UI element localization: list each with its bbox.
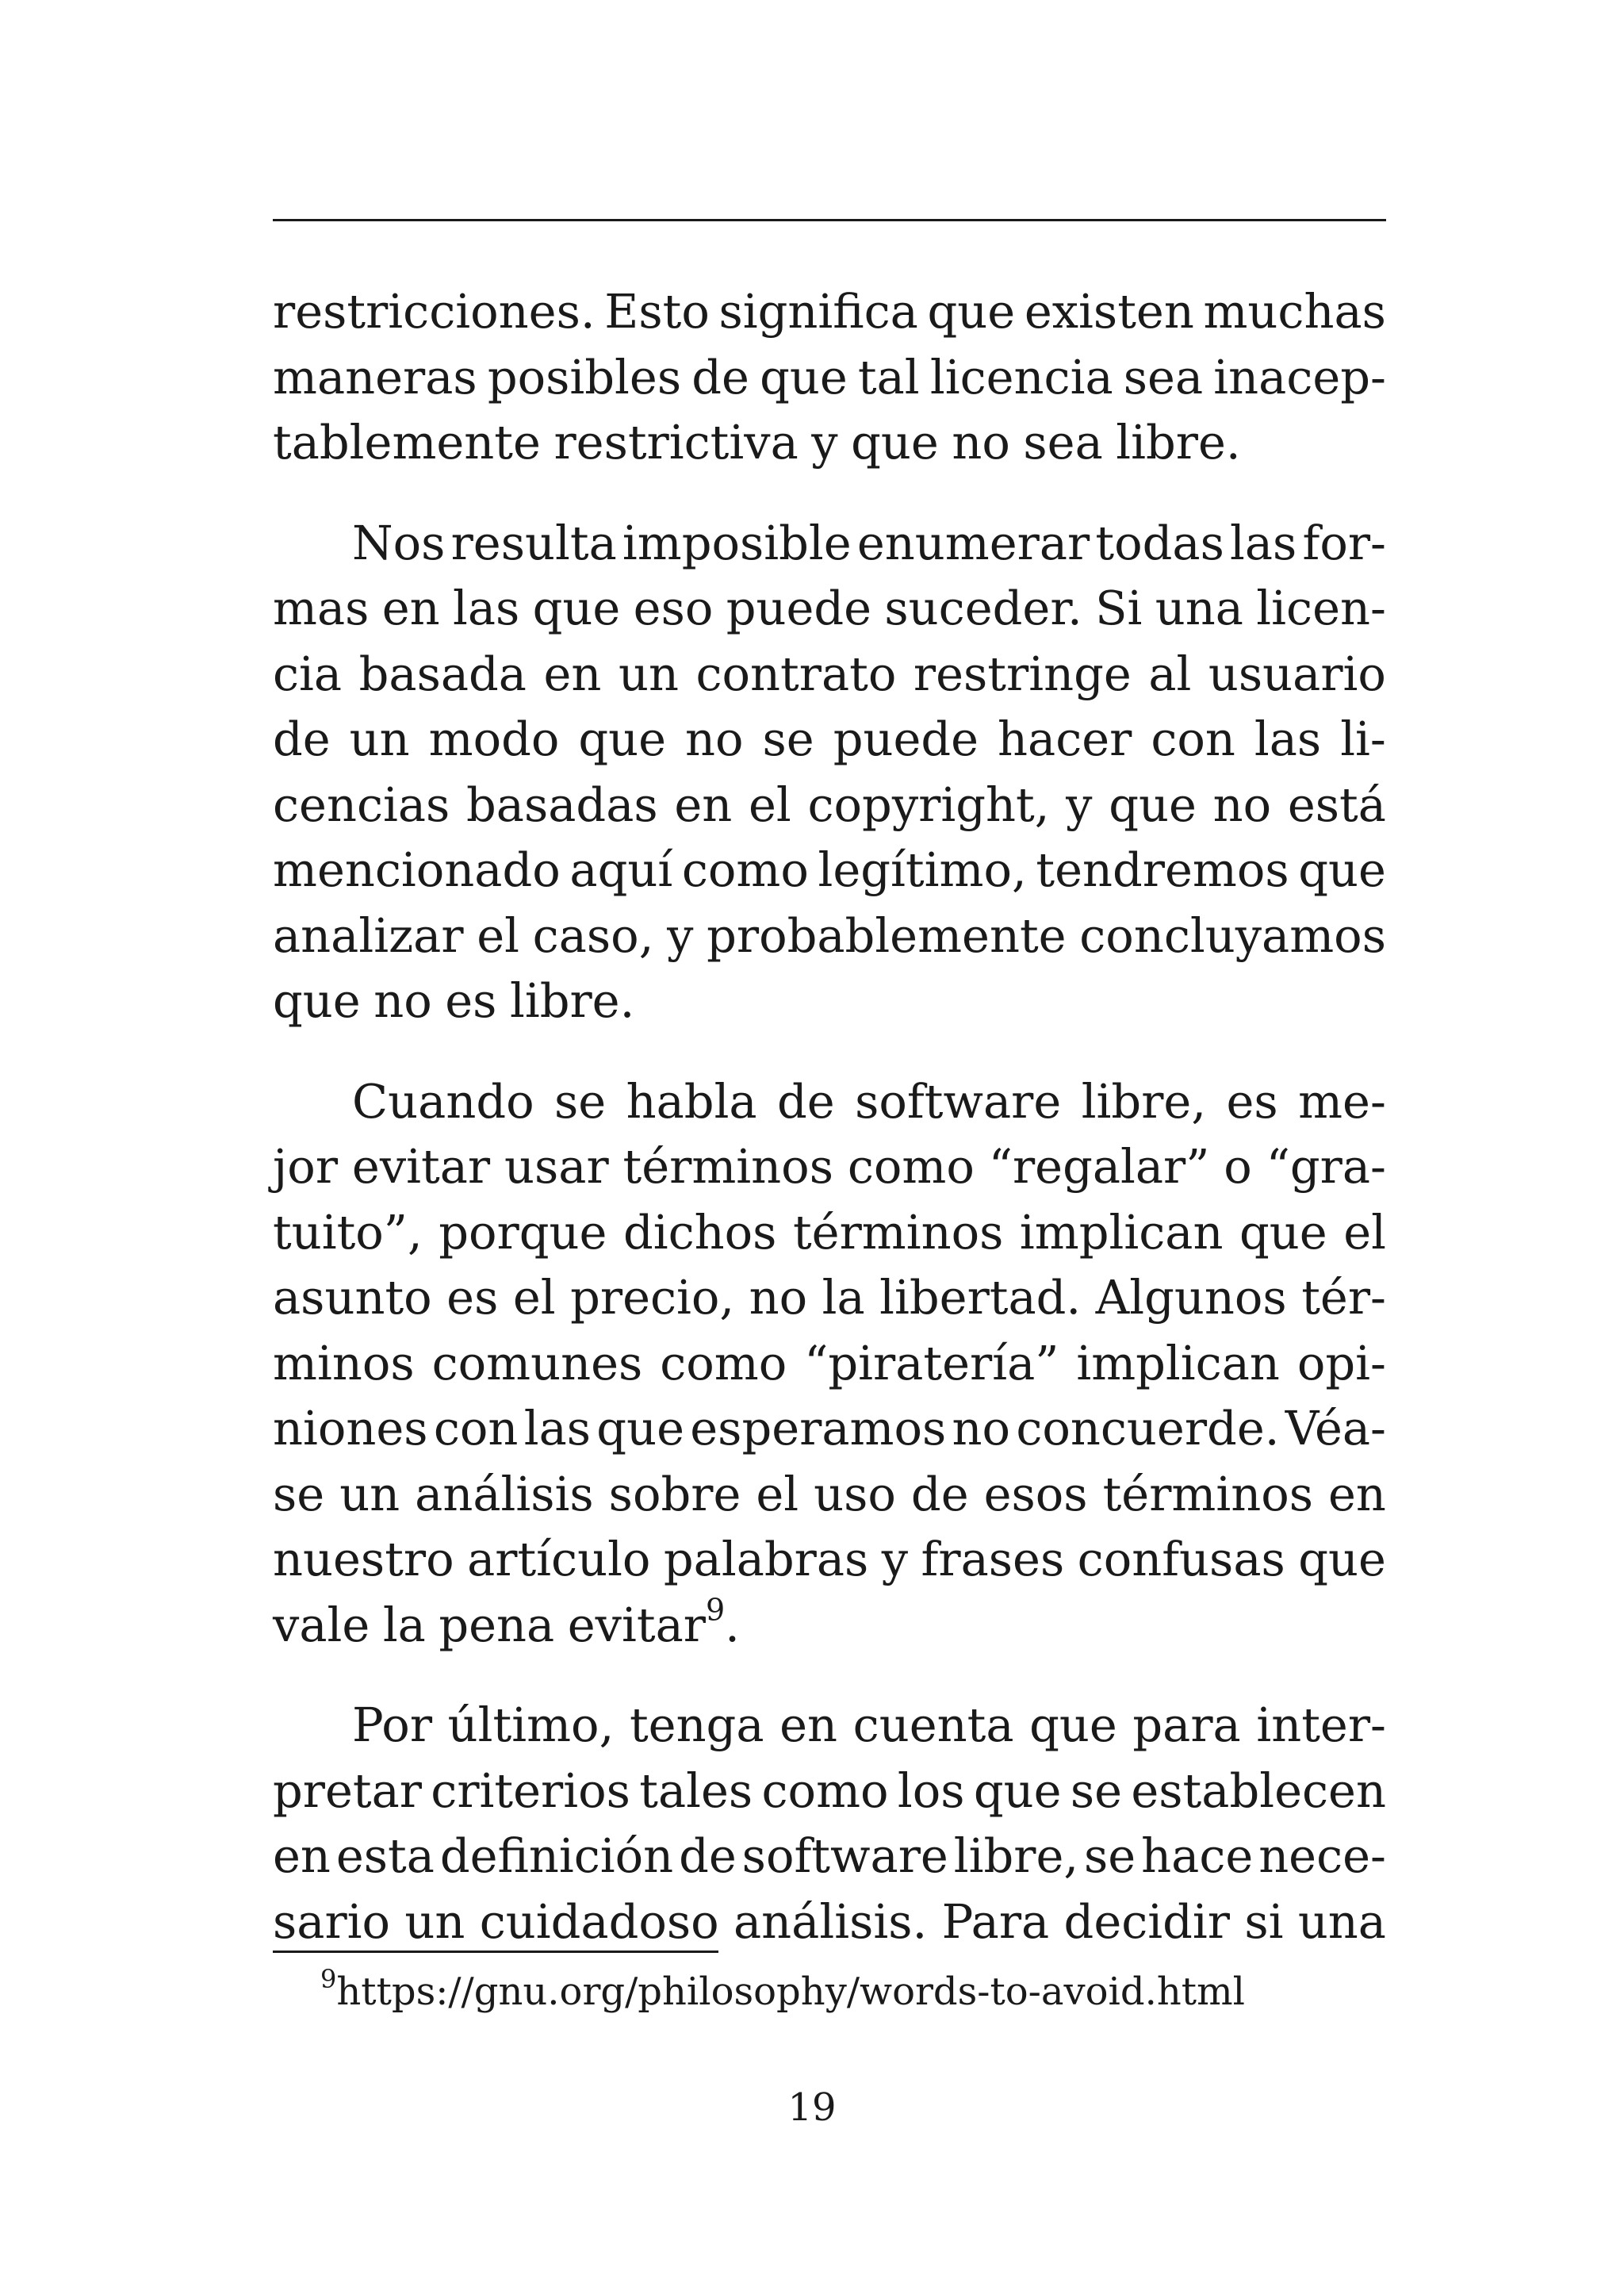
word: las xyxy=(1230,515,1297,570)
word: en xyxy=(674,777,733,832)
text-line xyxy=(273,1134,1386,1200)
word: tuito”, xyxy=(273,1204,423,1260)
word: evitar xyxy=(351,1139,491,1194)
word: tendremos xyxy=(1036,842,1289,897)
word: no xyxy=(1212,777,1272,832)
word: con xyxy=(433,1401,519,1456)
word: una xyxy=(1297,1893,1386,1949)
word: tales xyxy=(639,1763,753,1818)
word: concuerde. xyxy=(1016,1401,1280,1456)
word: me- xyxy=(1298,1073,1386,1129)
word: Véa- xyxy=(1285,1401,1386,1456)
word: de xyxy=(777,1073,835,1129)
word: el xyxy=(1343,1204,1386,1260)
word: puede xyxy=(833,712,979,766)
word: for- xyxy=(1302,515,1386,570)
text-line xyxy=(273,1200,1386,1266)
word: que xyxy=(760,349,848,405)
word: mas xyxy=(273,581,370,635)
text-line xyxy=(273,773,1386,838)
footnote-url[interactable]: https://gnu.org/philosophy/words-to-avoid.html xyxy=(336,1970,1245,2014)
word: si xyxy=(1244,1893,1284,1949)
word: al xyxy=(1148,646,1192,701)
word: sario xyxy=(273,1893,391,1949)
word: se xyxy=(273,1466,325,1521)
word: software xyxy=(741,1828,948,1883)
word: con xyxy=(1151,712,1235,766)
word: de xyxy=(910,1466,969,1521)
word: esta xyxy=(335,1828,435,1883)
word: es xyxy=(446,1270,499,1325)
text-line xyxy=(273,511,1386,577)
word: está xyxy=(1287,777,1386,832)
word: tablemente xyxy=(273,415,541,470)
word: implican xyxy=(1076,1335,1280,1390)
word: las xyxy=(1254,712,1322,766)
word: un xyxy=(404,1893,465,1949)
word: es xyxy=(445,973,497,1028)
word: tal xyxy=(857,349,920,405)
word: aquí xyxy=(569,842,673,897)
word: enumerar xyxy=(856,515,1090,570)
text-line xyxy=(273,1265,1386,1331)
word: se xyxy=(554,1073,607,1129)
word: “regalar” xyxy=(988,1139,1210,1194)
word: en xyxy=(1328,1466,1386,1521)
text-line xyxy=(273,903,1386,969)
paragraph xyxy=(273,511,1386,1034)
word: cencias xyxy=(273,777,450,832)
word: usuario xyxy=(1208,646,1386,701)
word: restricciones. xyxy=(273,284,596,339)
word: basada xyxy=(358,646,527,701)
word: no xyxy=(952,1401,1011,1456)
word: usar xyxy=(504,1139,609,1194)
word: la xyxy=(822,1270,865,1325)
word: términos xyxy=(622,1139,833,1194)
word: el xyxy=(748,777,791,832)
text-line xyxy=(273,279,1386,345)
word: las xyxy=(523,1401,592,1456)
word: caso, xyxy=(532,907,654,963)
footnote-number: 9 xyxy=(320,1964,337,1995)
word: asunto xyxy=(273,1270,432,1325)
word: inter- xyxy=(1256,1697,1386,1752)
footnote-rule xyxy=(273,1951,718,1953)
word: suceder. xyxy=(884,581,1082,635)
word: implican xyxy=(1019,1204,1224,1260)
word: y xyxy=(667,907,694,963)
body-text xyxy=(273,279,1386,1954)
paragraph-gap xyxy=(273,1658,1386,1693)
word: se xyxy=(1084,1828,1136,1883)
word: como xyxy=(681,842,809,897)
word: se xyxy=(762,712,814,766)
word: todas xyxy=(1095,515,1224,570)
word: imposible xyxy=(622,515,852,570)
word: que xyxy=(1298,842,1386,897)
word: palabras xyxy=(663,1532,869,1586)
word: pretar xyxy=(273,1763,422,1818)
word: significa xyxy=(718,284,918,339)
word: Esto xyxy=(604,284,710,339)
word: software xyxy=(855,1073,1062,1129)
word: concluyamos xyxy=(1079,907,1386,963)
word: minos xyxy=(273,1335,415,1390)
word: tér- xyxy=(1301,1270,1386,1325)
text-line xyxy=(273,1527,1386,1593)
text-line xyxy=(273,1069,1386,1135)
word: en xyxy=(381,581,440,635)
word: que xyxy=(532,581,621,635)
word: “piratería” xyxy=(804,1335,1059,1390)
word: un xyxy=(349,712,410,766)
word: en xyxy=(779,1697,838,1752)
text-line xyxy=(273,410,1386,476)
word: precio, xyxy=(570,1270,735,1325)
word: criterios xyxy=(431,1763,630,1818)
word: y xyxy=(1066,777,1093,832)
text-line xyxy=(273,707,1386,773)
word: las xyxy=(452,581,520,635)
word: análisis. xyxy=(733,1893,928,1949)
word: análisis xyxy=(415,1466,594,1521)
word: vale xyxy=(273,1597,370,1652)
word: esos xyxy=(983,1466,1088,1521)
word: analizar xyxy=(273,907,464,963)
text-line xyxy=(273,1331,1386,1397)
text-line xyxy=(273,345,1386,411)
word: el xyxy=(477,907,520,963)
word: nuestro xyxy=(273,1532,454,1586)
word: muchas xyxy=(1203,284,1386,339)
word: Si xyxy=(1095,581,1143,635)
word: términos xyxy=(1102,1466,1314,1521)
word: posibles xyxy=(487,349,682,405)
word: que xyxy=(1239,1204,1327,1260)
word: copyright, xyxy=(807,777,1050,832)
paragraph-gap xyxy=(273,1034,1386,1069)
word: artículo xyxy=(467,1532,651,1586)
word: último, xyxy=(447,1697,615,1752)
word: es xyxy=(1226,1073,1278,1129)
word: evitar$^9$. xyxy=(567,1591,740,1652)
word: que xyxy=(1109,777,1197,832)
word: o xyxy=(1224,1139,1252,1194)
word: una xyxy=(1155,581,1243,635)
word: los xyxy=(897,1763,965,1818)
word: nece- xyxy=(1258,1828,1386,1883)
word: licen- xyxy=(1256,581,1386,635)
text-line xyxy=(273,1759,1386,1824)
word: confusas xyxy=(1077,1532,1285,1586)
text-line xyxy=(273,969,1386,1034)
page-number: 19 xyxy=(787,2085,837,2130)
word: modo xyxy=(428,712,560,766)
word: pena xyxy=(439,1597,555,1652)
footnote xyxy=(320,1966,1245,2018)
word: para xyxy=(1132,1697,1241,1752)
word: li- xyxy=(1340,712,1386,766)
word: no xyxy=(952,415,1010,470)
word: mencionado xyxy=(273,842,561,897)
word: se xyxy=(1070,1763,1123,1818)
text-line xyxy=(273,1462,1386,1528)
paragraph xyxy=(273,1069,1386,1659)
word: de xyxy=(679,1828,737,1883)
word: existen xyxy=(1024,284,1194,339)
word: probablemente xyxy=(707,907,1067,963)
word: Para xyxy=(941,1893,1050,1949)
word: restrictiva xyxy=(553,415,799,470)
word: que xyxy=(927,284,1016,339)
word: como xyxy=(761,1763,889,1818)
word: niones xyxy=(273,1401,428,1456)
text-line xyxy=(273,642,1386,708)
word: el xyxy=(756,1466,799,1521)
word: tenga xyxy=(629,1697,764,1752)
word: “gra- xyxy=(1266,1139,1386,1194)
word: opi- xyxy=(1297,1335,1386,1390)
text-line xyxy=(273,1396,1386,1462)
paragraph xyxy=(273,1693,1386,1954)
paragraph-gap xyxy=(273,476,1386,511)
word: y xyxy=(881,1532,909,1586)
word: y xyxy=(811,415,838,470)
word: basadas xyxy=(466,777,658,832)
word: que xyxy=(1298,1532,1386,1586)
word: no xyxy=(749,1270,808,1325)
word: Algunos xyxy=(1095,1270,1287,1325)
word: que xyxy=(596,1401,684,1456)
word: Cuando xyxy=(352,1073,534,1129)
word: porque xyxy=(439,1204,607,1260)
text-line xyxy=(273,1693,1386,1759)
word: definición xyxy=(439,1828,674,1883)
word: que xyxy=(578,712,667,766)
word: sea xyxy=(1123,349,1204,405)
word: el xyxy=(512,1270,556,1325)
footnote-reference[interactable]: 9 xyxy=(705,1591,726,1627)
word: como xyxy=(847,1139,975,1194)
word: términos xyxy=(792,1204,1004,1260)
word: como xyxy=(660,1335,787,1390)
word: contrato xyxy=(695,646,897,701)
word: que xyxy=(1029,1697,1117,1752)
word: libertad. xyxy=(879,1270,1082,1325)
word: comunes xyxy=(431,1335,643,1390)
word: cuenta xyxy=(852,1697,1014,1752)
word: uso xyxy=(814,1466,896,1521)
word: jor xyxy=(273,1139,339,1194)
header-rule xyxy=(273,219,1386,221)
word: frases xyxy=(921,1532,1065,1586)
word: decidir xyxy=(1063,1893,1230,1949)
word: libre, xyxy=(953,1828,1079,1883)
word: licencia xyxy=(929,349,1113,405)
word: Nos xyxy=(352,515,446,570)
word: dichos xyxy=(622,1204,777,1260)
word: no xyxy=(685,712,744,766)
word: resulta xyxy=(450,515,617,570)
word: inacep- xyxy=(1213,349,1386,405)
word: restringe xyxy=(913,646,1132,701)
word: libre. xyxy=(509,973,635,1028)
word: esperamos xyxy=(690,1401,947,1456)
word: sobre xyxy=(608,1466,741,1521)
word: Por xyxy=(352,1697,433,1752)
word: maneras xyxy=(273,349,477,405)
word: de xyxy=(273,712,331,766)
word: no xyxy=(373,973,432,1028)
word: en xyxy=(273,1828,331,1883)
word: la xyxy=(382,1597,426,1652)
word: hace xyxy=(1141,1828,1254,1883)
word: hacer xyxy=(998,712,1132,766)
word: puede xyxy=(726,581,872,635)
text-line xyxy=(273,1824,1386,1889)
word: que xyxy=(973,1763,1062,1818)
text-line xyxy=(273,1593,1386,1659)
word: cia xyxy=(273,646,343,701)
word: legítimo, xyxy=(818,842,1027,897)
word: un xyxy=(618,646,679,701)
word: en xyxy=(543,646,602,701)
paragraph xyxy=(273,279,1386,476)
text-line xyxy=(273,838,1386,903)
word: establecen xyxy=(1131,1763,1386,1818)
text-line xyxy=(273,576,1386,642)
word: sea xyxy=(1023,415,1103,470)
word: habla xyxy=(626,1073,757,1129)
word: de xyxy=(691,349,749,405)
text-line xyxy=(273,1889,1386,1955)
word: eso xyxy=(633,581,714,635)
word: que xyxy=(851,415,939,470)
word: libre, xyxy=(1081,1073,1207,1129)
word: cuidadoso xyxy=(479,1893,719,1949)
word: que xyxy=(273,973,361,1028)
word: libre. xyxy=(1116,415,1241,470)
word: un xyxy=(339,1466,400,1521)
